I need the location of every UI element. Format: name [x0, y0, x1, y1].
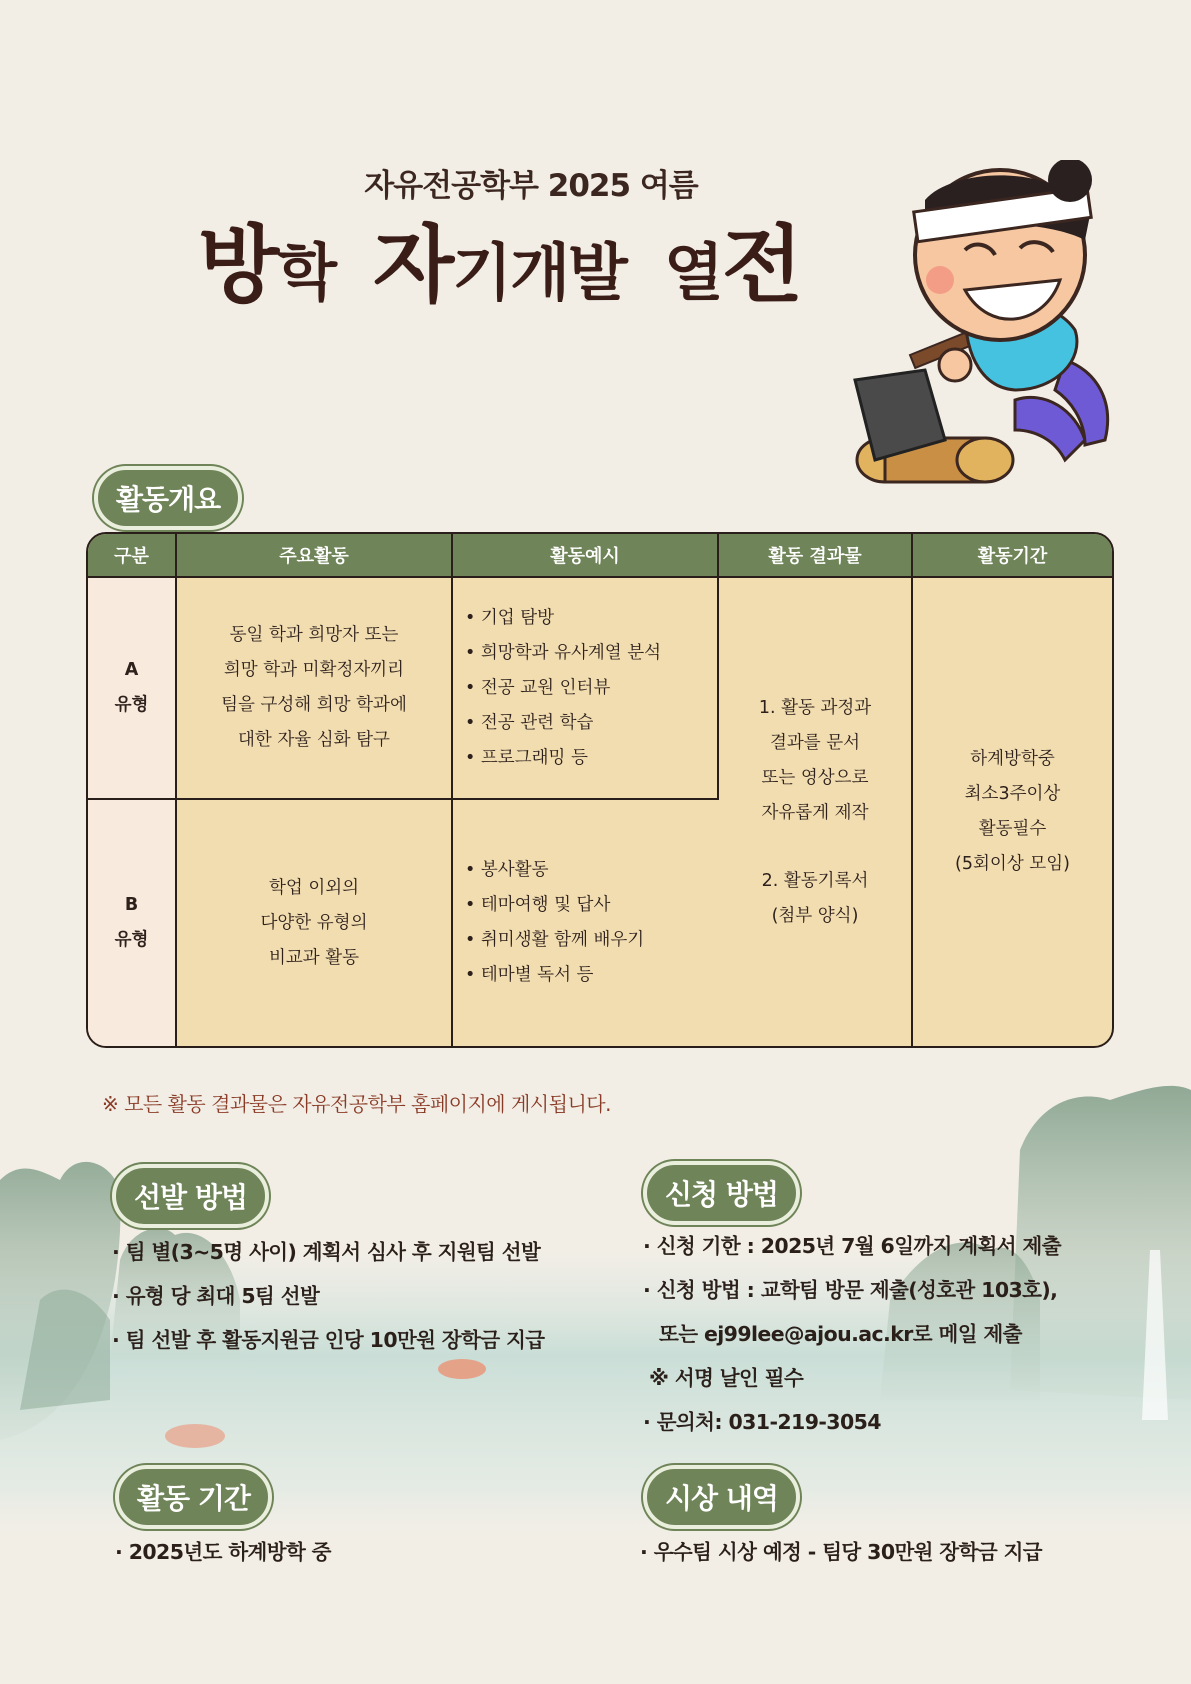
title-char-3: 자 [373, 216, 453, 314]
selection-list [112, 1230, 544, 1362]
list-item: • 프로그래밍 등 [465, 741, 717, 776]
activity-period-cell: 하계방학중 최소3주이상 활동필수 (5회이상 모임) [955, 749, 1070, 874]
list-item: • 봉사활동 [465, 853, 719, 888]
activity-table [86, 532, 1114, 1048]
title-char-6: 전 [721, 216, 801, 314]
type-a-cell: A 유형 [88, 578, 177, 800]
list-item: 또는 ej99lee@ajou.ac.kr로 메일 제출 [659, 1322, 1022, 1346]
column-header: 주요활동 [177, 534, 453, 578]
list-item: • 취미생활 함께 배우기 [465, 923, 719, 958]
table-header-row [88, 534, 1112, 578]
list-item: · 우수팀 시상 예정 - 팀당 30만원 장학금 지급 [640, 1530, 1042, 1574]
list-item: · 문의처: 031-219-3054 [643, 1400, 1061, 1444]
column-header: 활동기간 [913, 534, 1112, 578]
award-list [640, 1530, 1042, 1574]
character-illustration [815, 160, 1175, 500]
apply-list [643, 1224, 1061, 1444]
list-item: • 테마여행 및 답사 [465, 888, 719, 923]
column-header: 구분 [88, 534, 177, 578]
overview-label: 활동개요 [94, 466, 242, 530]
main-activity-b: 학업 이외의 다양한 유형의 비교과 활동 [177, 800, 453, 1046]
column-header: 활동예시 [453, 534, 719, 578]
event-subtitle: 자유전공학부 2025 여름 [364, 168, 698, 204]
title-char-1: 방 [198, 216, 278, 314]
period-list [115, 1530, 331, 1574]
type-b-cell: B 유형 [88, 800, 177, 1046]
examples-a [453, 578, 719, 800]
selection-label: 선발 방법 [112, 1164, 269, 1228]
main-activity-a: 동일 학과 희망자 또는 희망 학과 미확정자끼리 팀을 구성해 희망 학과에 대한 자율 심화 탐구 [177, 578, 453, 800]
table-row [88, 578, 1112, 800]
list-item: • 전공 관련 학습 [465, 706, 717, 741]
homepage-note: ※ 모든 활동 결과물은 자유전공학부 홈페이지에 게시됩니다. [102, 1092, 611, 1116]
list-item: • 테마별 독서 등 [465, 958, 719, 993]
award-label: 시상 내역 [643, 1465, 800, 1529]
list-item: · 팀 별(3~5명 사이) 계획서 심사 후 지원팀 선발 [112, 1230, 544, 1274]
list-item: • 전공 교원 인터뷰 [465, 671, 717, 706]
period-label: 활동 기간 [115, 1465, 272, 1529]
list-item: · 2025년도 하계방학 중 [115, 1530, 331, 1574]
list-item: · 신청 방법 : 교학팀 방문 제출(성호관 103호), [643, 1268, 1061, 1312]
apply-label: 신청 방법 [643, 1161, 800, 1225]
list-item: · 신청 기한 : 2025년 7월 6일까지 계획서 제출 [643, 1224, 1061, 1268]
title-char-2: 학 [277, 236, 336, 309]
examples-b [453, 800, 719, 1046]
activity-result-cell: 1. 활동 과정과 결과를 문서 또는 영상으로 자유롭게 제작 2. 활동기록서 (첨부 양식) [719, 578, 913, 1046]
list-item: ※ 서명 날인 필수 [649, 1366, 804, 1390]
list-item: • 희망학과 유사계열 분석 [465, 636, 717, 671]
column-header: 활동 결과물 [719, 534, 913, 578]
list-item: · 유형 당 최대 5팀 선발 [112, 1274, 544, 1318]
event-title [198, 198, 801, 319]
list-item: • 기업 탐방 [465, 601, 717, 636]
list-item: · 팀 선발 후 활동지원금 인당 10만원 장학금 지급 [112, 1318, 544, 1362]
title-char-5: 열 [663, 236, 722, 309]
title-char-4: 기개발 [452, 236, 626, 309]
